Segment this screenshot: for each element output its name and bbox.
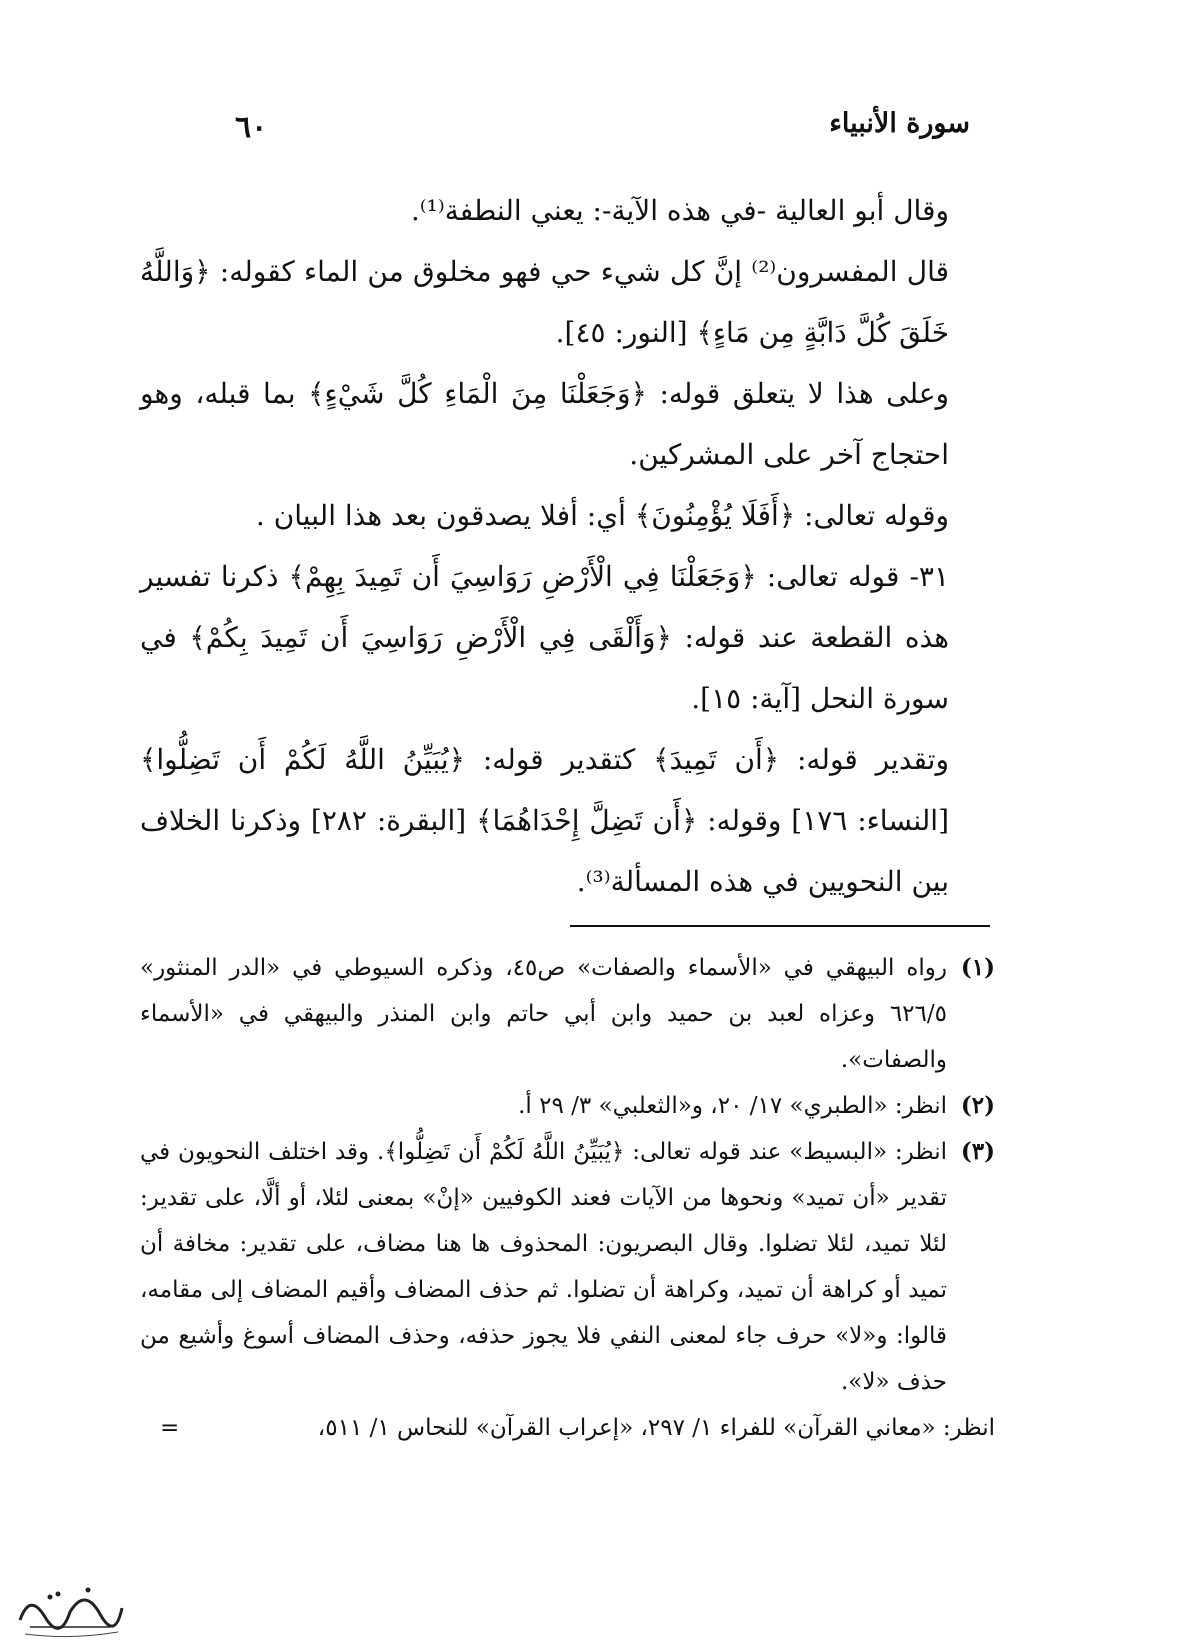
paragraph-6: وتقدير قوله: ﴿أَن تَمِيدَ﴾ كتقدير قوله: ﴿يُبَيِّنُ اللَّهُ لَكُمْ أَن تَضِلُّوا﴾ [النساء: ١٧٦] وقوله: ﴿أَن تَضِلَّ إِحْدَاهُمَا﴾ [البقرة: ٢٨٢] وذكرنا الخلاف بين النحويين في هذه المسألة⁽³⁾. [140, 743, 950, 898]
page-header [235, 100, 970, 150]
footnote-separator [570, 925, 990, 927]
surah-title: سورة الأنبياء [829, 108, 970, 139]
footnote-text: انظر: «البسيط» عند قوله تعالى: ﴿يُبَيِّنُ اللَّهُ لَكُمْ أَن تَضِلُّوا﴾. وقد اختلف النحويون في تقدير «أن تميد» ونحوها من الآيات فعند الكوفيين «إنْ» بمعنى لئلا، أو ألَّا، على تقدير: لئلا تميد، لئلا تضلوا. وقال البصريون: المحذوف ها هنا مضاف، على تقدير: مخافة أن تميد أو كراهة أن تميد، وكراهة أن تضلوا. ثم حذف المضاف وأقيم المضاف إلى مقامه، قالوا: و«لا» حرف جاء لمعنى النفي فلا يجوز حذفه، وحذف المضاف أسوغ وأشيع من حذف «لا». [140, 1139, 947, 1395]
continuation-marker: = [160, 1415, 180, 1441]
footnote-2 [140, 1083, 995, 1129]
footnote-text: رواه البيهقي في «الأسماء والصفات» ص٤٥، وذكره السيوطي في «الدر المنثور» ٦٢٦/٥ وعزاه لعبد بن حميد وابن أبي حاتم وابن المنذر والبيهقي في «الأسماء والصفات». [140, 955, 947, 1073]
footnote-continuation-text: انظر: «معاني القرآن» للفراء ١/ ٢٩٧، «إعراب القرآن» للنحاس ١/ ٥١١، [317, 1415, 995, 1441]
footnote-1 [140, 945, 995, 1083]
footnotes [140, 945, 995, 1451]
paragraph-4: وقوله تعالى: ﴿أَفَلَا يُؤْمِنُونَ﴾ أي: أفلا يصدقون بعد هذا البيان . [255, 499, 949, 532]
main-text [140, 180, 1005, 912]
footnote-number: (٣) [960, 1138, 995, 1165]
paragraph-1: وقال أبو العالية -في هذه الآية-: يعني النطفة⁽¹⁾. [410, 194, 949, 227]
footnote-number: (٢) [960, 1092, 995, 1119]
paragraph-3: وعلى هذا لا يتعلق قوله: ﴿وَجَعَلْنَا مِنَ الْمَاءِ كُلَّ شَيْءٍ﴾ بما قبله، وهو احتجاج آخر على المشركين. [140, 377, 949, 471]
library-stamp-logo [10, 1572, 130, 1642]
paragraph-5: ٣١- قوله تعالى: ﴿وَجَعَلْنَا فِي الْأَرْضِ رَوَاسِيَ أَن تَمِيدَ بِهِمْ﴾ ذكرنا تفسير هذه القطعة عند قوله: ﴿وَأَلْقَى فِي الْأَرْضِ رَوَاسِيَ أَن تَمِيدَ بِكُمْ﴾ في سورة النحل [آية: ١٥]. [140, 560, 949, 715]
footnote-text: انظر: «الطبري» ١٧/ ٢٠، و«الثعلبي» ٣/ ٢٩ أ. [518, 1093, 947, 1119]
footnote-number: (١) [960, 954, 995, 981]
footnote-3 [140, 1129, 995, 1405]
page-number: ٦٠ [235, 110, 268, 145]
paragraph-2: قال المفسرون⁽²⁾ إنَّ كل شيء حي فهو مخلوق من الماء كقوله: ﴿وَاللَّهُ خَلَقَ كُلَّ دَابَّةٍ مِن مَاءٍ﴾ [النور: ٤٥]. [140, 255, 949, 349]
footnote-continuation [140, 1405, 995, 1451]
